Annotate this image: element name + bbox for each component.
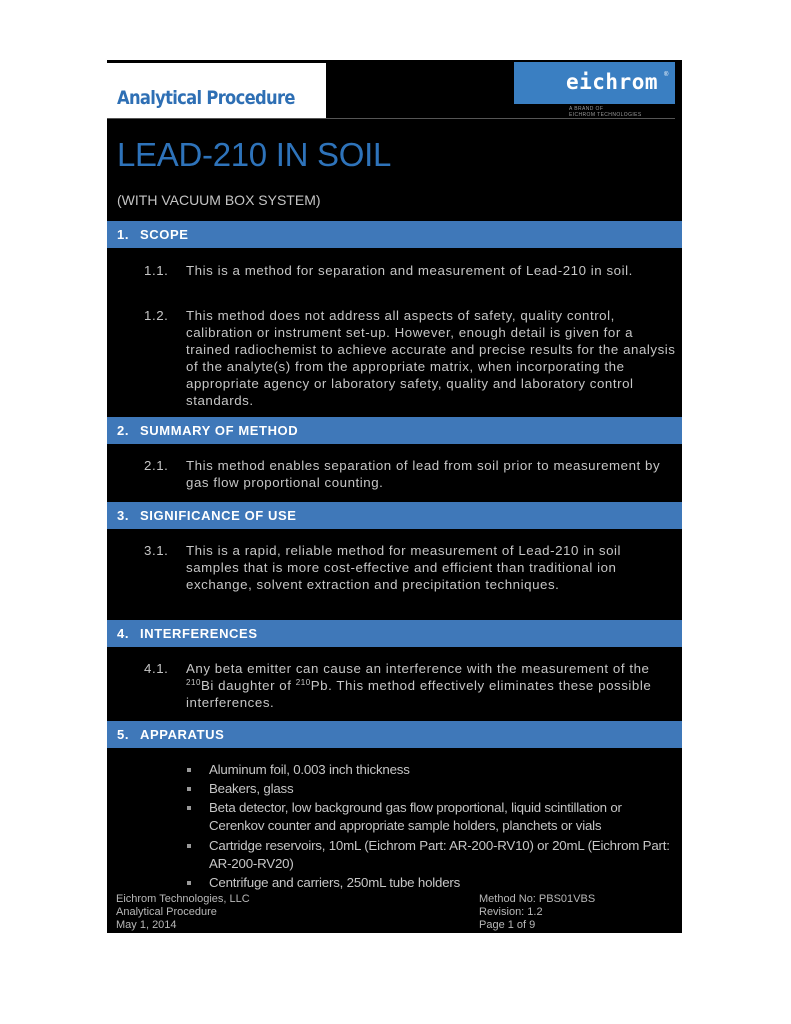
- page-footer: [107, 893, 682, 933]
- bullet-icon: [187, 881, 191, 885]
- registered-mark: ®: [664, 72, 669, 78]
- document-page: Analytical Procedure eichrom ® A BRAND OF EICHROM TECHNOLOGIES LEAD-210 IN SOIL (WITH VACUUM BOX SYSTEM) 1. SCOPE 1.1. This is a method for separation and measurement of Lead-210 in soil. 1.2. This method does not address all aspects of safety, quality control, calibration or instrument set-up. However, enough detail is given for a trained radiochemist to achieve accurate and precise results for the analysis of the analyte(s) from the appropriate matrix, when incorporating the appropriate agency or laboratory safety, quality and laboratory control standards. 2. SUMMARY OF METHOD 2.1. This method enables separation of lead from soil prior to measurement by gas flow proportional counting. 3. SIGNIFICANCE OF USE 3.1. This is a rapid, reliable method for measurement of Lead-210 in soil samples that is more cost-effective and efficient than traditional ion exchange, solvent extraction and precipitation techniques. 4. INTERFERENCES 4.1. Any beta emitter can cause an interference with the measurement of the $^{210}$Bi daughter of $^{210}$Pb. This method effectively eliminates these possible interferences. 5. APPARATUS Aluminum foil, 0.003 inch thickness Beakers, glass Beta detector, low background gas flow proportional, liquid scintillation or Cerenkov counter and appropriate sample holders, planchets or vials Cartridge reservoirs, 10mL (Eichrom Part: AR-200-RV10) or 20mL (Eichrom Part: AR-200-RV20) Centrifuge and carriers, 250mL tube holders Eichrom Technologies, LLC Analytical Procedure May 1, 2014 Method No: PBS01VBS Revision: 1.2 Page 1 of 9: [107, 60, 682, 933]
- document-title: LEAD-210 IN SOIL: [117, 136, 391, 173]
- header-divider: [107, 118, 675, 119]
- header-title-box: [107, 63, 326, 119]
- section-heading-apparatus: 5. APPARATUS: [107, 721, 682, 748]
- bullet-icon: [187, 768, 191, 772]
- brand-tagline: A BRAND OF EICHROM TECHNOLOGIES: [569, 106, 642, 118]
- bullet-icon: [187, 844, 191, 848]
- section-heading-summary: 2. SUMMARY OF METHOD: [107, 417, 682, 444]
- footer-right: Method No: PBS01VBS Revision: 1.2 Page 1 of 9: [479, 893, 596, 931]
- bullet-icon: [187, 806, 191, 810]
- bullet-icon: [187, 787, 191, 791]
- logo-text: eichrom: [566, 70, 659, 94]
- section-heading-scope: 1. SCOPE: [107, 221, 682, 248]
- header-title: Analytical Procedure: [117, 87, 295, 109]
- footer-left: Eichrom Technologies, LLC Analytical Procedure May 1, 2014: [116, 893, 250, 931]
- section-heading-interferences: 4. INTERFERENCES: [107, 620, 682, 647]
- eichrom-logo: [514, 62, 675, 104]
- document-subtitle: (WITH VACUUM BOX SYSTEM): [117, 192, 321, 208]
- section-heading-significance: 3. SIGNIFICANCE OF USE: [107, 502, 682, 529]
